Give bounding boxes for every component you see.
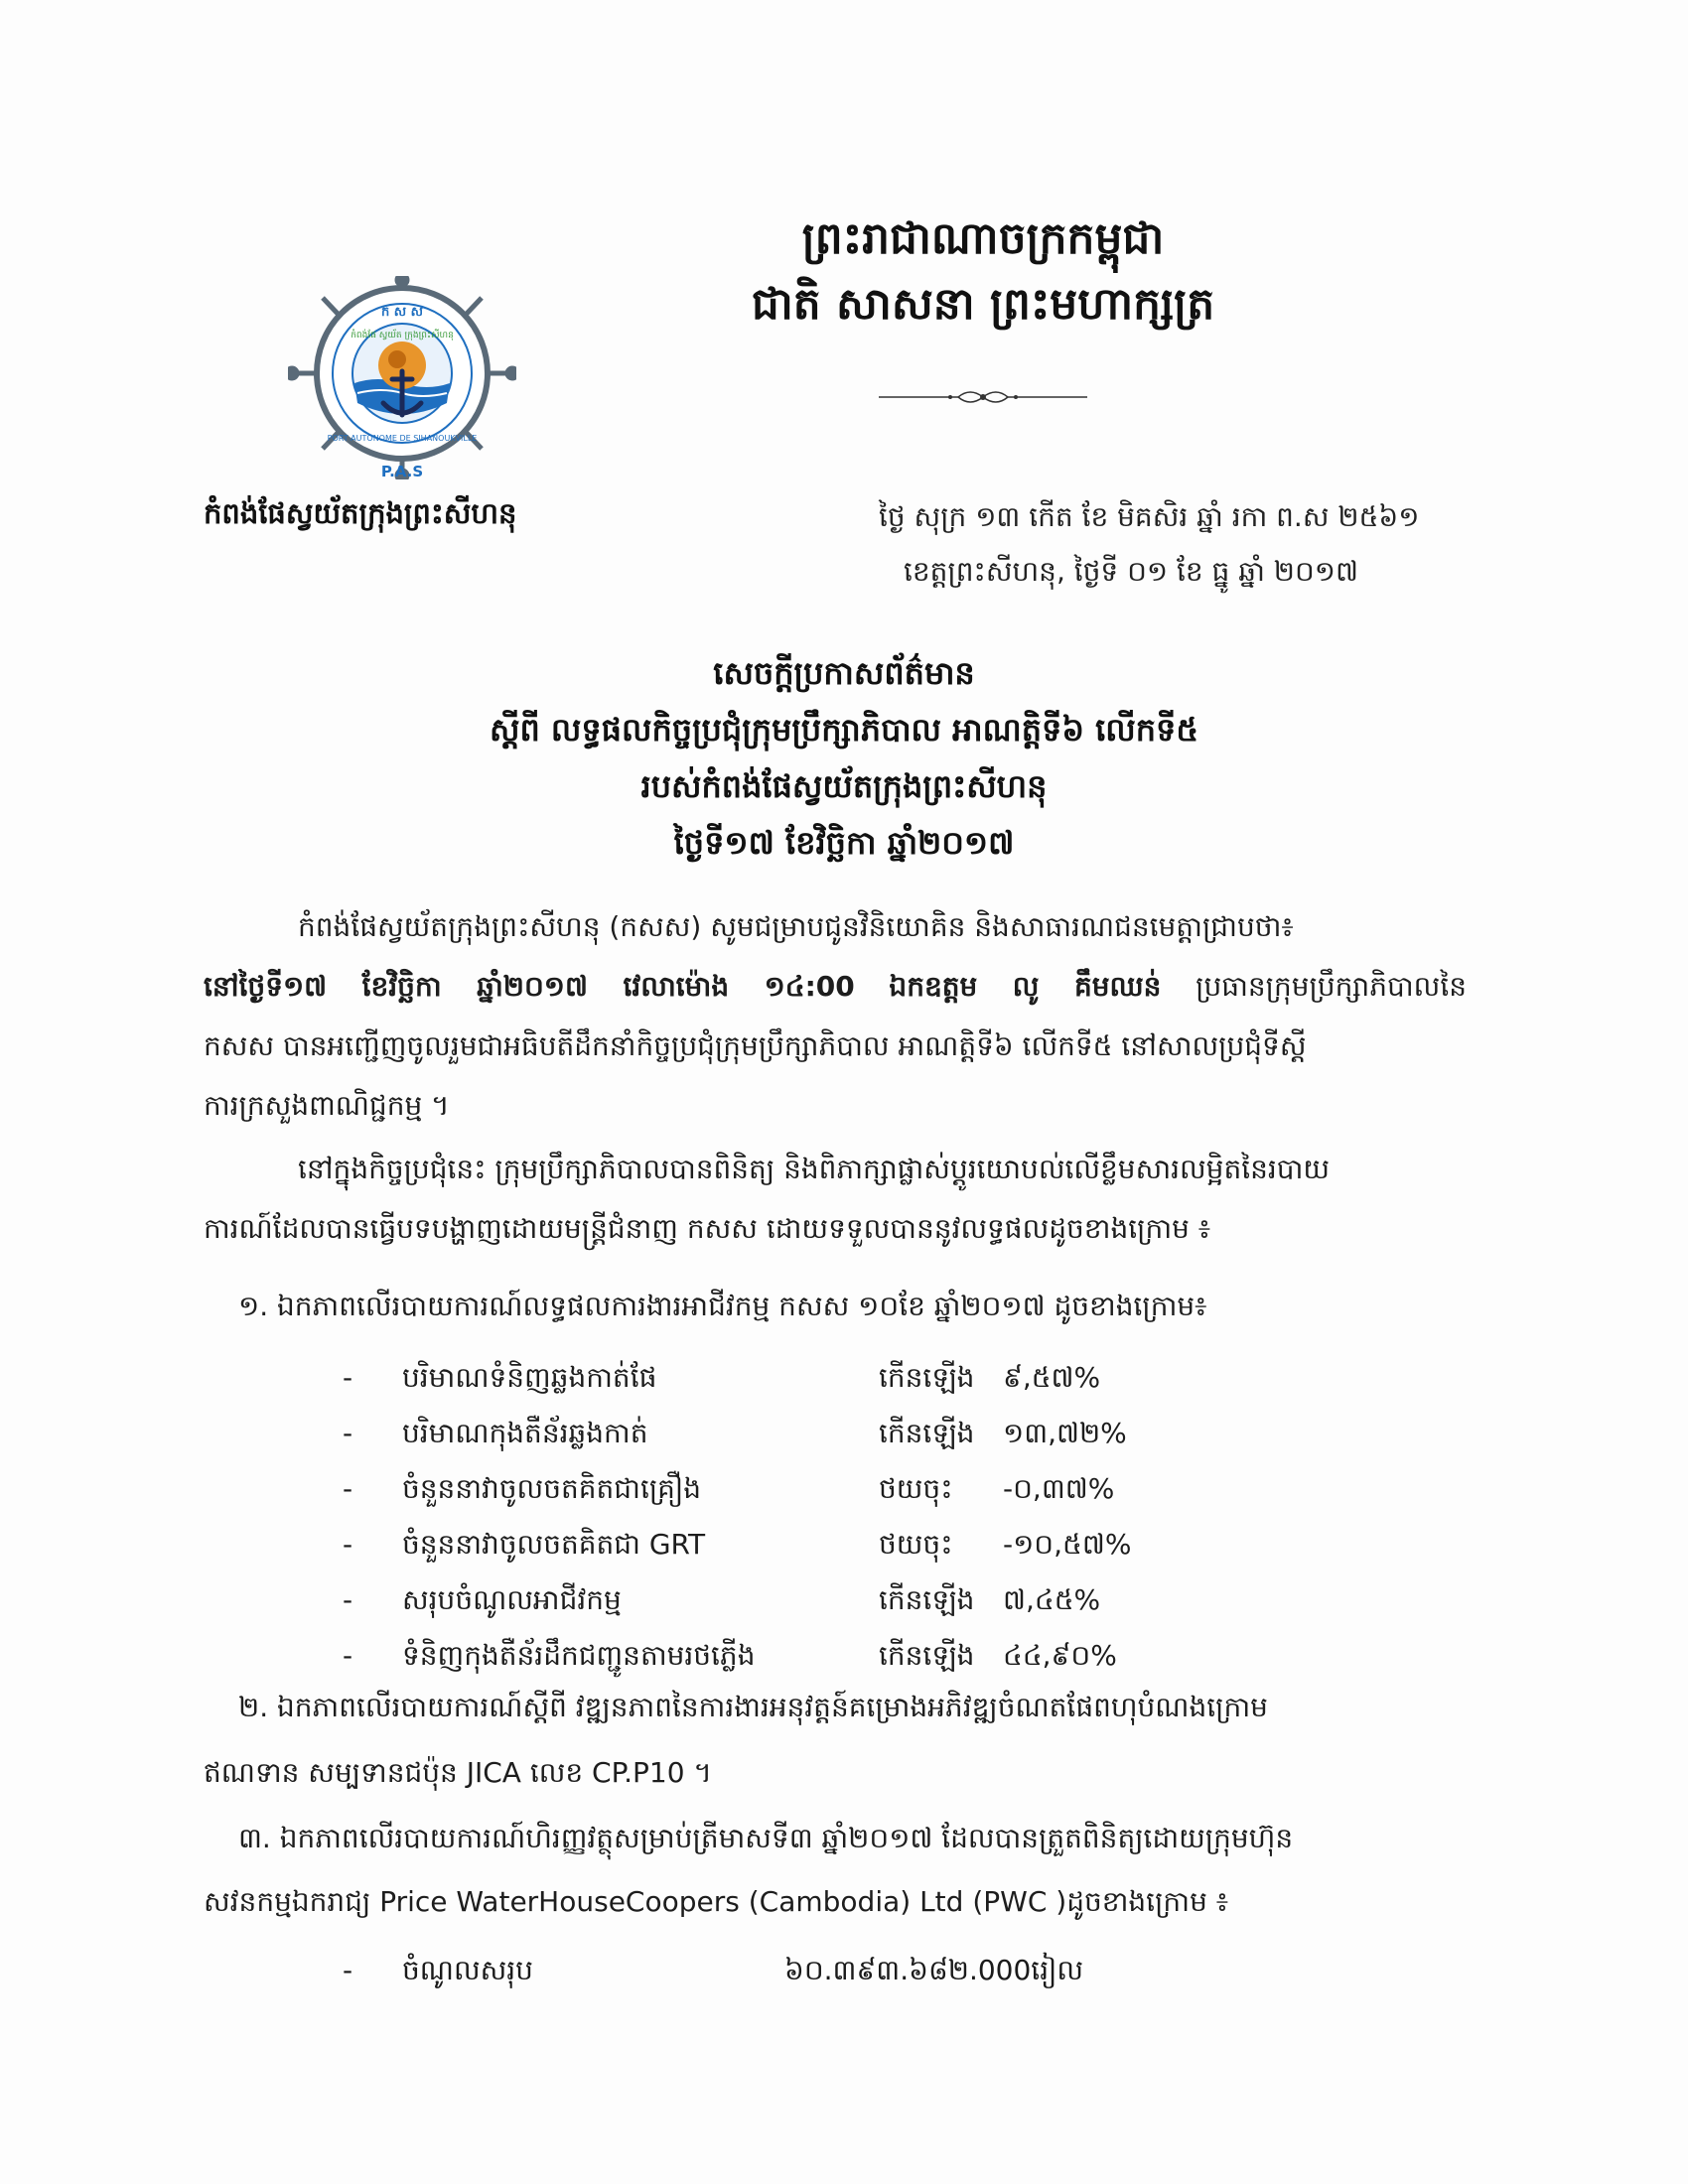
date-solar: ខេត្តព្រះសីហនុ, ថ្ងៃទី ០១ ខែ ធ្នូ ឆ្នាំ ២០១៧ bbox=[904, 555, 1358, 588]
item-1 bbox=[238, 1277, 1501, 1336]
stat-trend: កើនឡើង bbox=[879, 1583, 975, 1616]
kingdom-line-2: ជាតិ សាសនា ព្រះមហាក្សត្រ bbox=[751, 279, 1215, 330]
stat-trend: ថយចុះ bbox=[879, 1528, 953, 1561]
p1-line-1: កំពង់ផែស្វយ័តក្រុងព្រះសីហនុ (កសស) សូមជម្រាបជូនវិនិយោគិន និងសាធារណជនមេត្តាជ្រាបថា៖ bbox=[298, 910, 1294, 943]
item-1-text: ១. ឯកភាពលើរបាយការណ៍លទ្ធផលការងារអាជីវកម្ម កសស ១០ខែ ឆ្នាំ២០១៧ ដូចខាងក្រោម៖ bbox=[238, 1290, 1207, 1322]
item-3-line-1: ៣. ឯកភាពលើរបាយការណ៍ហិរញ្ញវត្ថុសម្រាប់ត្រីមាសទី៣ ឆ្នាំ២០១៧ ដែលបានត្រួតពិនិត្យដោយក្រុមហ៊ុន bbox=[238, 1822, 1294, 1854]
stat-trend: កើនឡើង bbox=[879, 1417, 975, 1449]
logo-bottom-text: P.A.S bbox=[380, 463, 424, 479]
paragraph-2 bbox=[204, 1140, 1467, 1259]
p2-line-1: នៅក្នុងកិច្ចប្រជុំនេះ ក្រុមប្រឹក្សាភិបាលបានពិនិត្យ និងពិភាក្សាផ្លាស់ប្ដូរយោបល់លើខ្លឹមសារលម្អិតនៃរបាយ bbox=[298, 1153, 1331, 1185]
stat-trend: កើនឡើង bbox=[879, 1639, 975, 1672]
stat-label: បរិមាណទំនិញឆ្លងកាត់ផែ bbox=[402, 1361, 657, 1394]
logo-arc-km-text: កំពង់ផែ ស្វយ័ត ក្រុងព្រះសីហនុ bbox=[351, 331, 454, 341]
p1-chairman-role: ប្រធានក្រុមប្រឹក្សាភិបាលនៃ bbox=[1196, 970, 1467, 1003]
title-line-4: ថ្ងៃទី១៧ ខែវិច្ឆិកា ឆ្នាំ២០១៧ bbox=[673, 824, 1015, 862]
stat-label: បរិមាណកុងតឺន័រឆ្លងកាត់ bbox=[402, 1417, 648, 1449]
stat-label: ចំនួននាវាចូលចតគិតជា GRT bbox=[402, 1528, 706, 1561]
list-item: - បរិមាណកុងតឺន័រឆ្លងកាត់ កើនឡើង ១៣,៧២% bbox=[343, 1406, 1236, 1461]
p1-line-4: ការក្រសួងពាណិជ្ជកម្ម ។ bbox=[204, 1089, 450, 1122]
announcement-title bbox=[258, 645, 1430, 872]
stat-trend: កើនឡើង bbox=[879, 1361, 975, 1394]
item-2-line-2: ឥណទាន សម្បទានជប៉ុន JICA លេខ CP.P10 ។ bbox=[204, 1756, 712, 1789]
title-line-3: របស់កំពង់ផែស្វយ័តក្រុងព្រះសីហនុ bbox=[640, 767, 1048, 805]
list-item: - ទំនិញកុងតឺន័រដឹកជញ្ជូនតាមរថភ្លើង កើនឡើង ៤៤,៩០% bbox=[343, 1628, 1236, 1684]
item-2-cont bbox=[204, 1743, 1467, 1803]
kingdom-line-1: ព្រះរាជាណាចក្រកម្ពុជា bbox=[801, 213, 1165, 264]
stat-value: ៧,៤៥% bbox=[1003, 1583, 1101, 1616]
date-lunar: ថ្ងៃ សុក្រ ១៣ កើត ខែ មិគសិរ ឆ្នាំ រកា ព.ស ២៥៦១ bbox=[879, 500, 1420, 533]
total-revenue-value: ៦០.៣៩៣.៦៨២.000រៀល bbox=[784, 1954, 1084, 1986]
p1-meeting-date: នៅថ្ងៃទី១៧ ខែវិច្ឆិកា ឆ្នាំ២០១៧ វេលាម៉ោង ១៤:00 bbox=[204, 970, 855, 1003]
total-revenue-row: - ចំណូលសរុប ៦០.៣៩៣.៦៨២.000រៀល bbox=[343, 1943, 1236, 1998]
item-2-line-1: ២. ឯកភាពលើរបាយការណ៍ស្ដីពី វឌ្ឍនភាពនៃការងារអនុវត្តន៍គម្រោងអភិវឌ្ឍចំណតផែពហុបំណងក្រោម bbox=[238, 1691, 1268, 1723]
list-item: - បរិមាណទំនិញឆ្លងកាត់ផែ កើនឡើង ៩,៥៧% bbox=[343, 1350, 1236, 1406]
organization-name: កំពង់ផែស្វយ័តក្រុងព្រះសីហនុ bbox=[204, 496, 517, 530]
item-3-cont bbox=[204, 1872, 1467, 1932]
stat-value: -០,៣៧% bbox=[1003, 1472, 1115, 1505]
p2-line-2: ការណ៍ដែលបានធ្វើបទបង្ហាញដោយមន្ត្រីជំនាញ កសស ដោយទទួលបាននូវលទ្ធផលដូចខាងក្រោម ៖ bbox=[204, 1212, 1211, 1245]
stat-trend: ថយចុះ bbox=[879, 1472, 953, 1505]
logo-top-text: ក ស ស bbox=[380, 305, 424, 320]
item-2 bbox=[238, 1678, 1467, 1737]
stat-label: សរុបចំណូលអាជីវកម្ម bbox=[402, 1583, 622, 1616]
list-item: - ចំនួននាវាចូលចតគិតជា GRT ថយចុះ -១០,៥៧% bbox=[343, 1517, 1236, 1572]
kingdom-motto bbox=[715, 206, 1251, 338]
title-line-1: សេចក្ដីប្រកាសព័ត៌មាន bbox=[713, 654, 975, 692]
stat-label: ចំនួននាវាចូលចតគិតជាគ្រឿង bbox=[402, 1472, 702, 1505]
title-line-2: ស្ដីពី លទ្ធផលកិច្ចប្រជុំក្រុមប្រឹក្សាភិបាល អាណត្តិទី៦ លើកទី៥ bbox=[489, 711, 1199, 749]
stat-value: ៩,៥៧% bbox=[1003, 1361, 1101, 1394]
p1-line-3: កសស បានអញ្ជើញចូលរួមជាអធិបតីដឹកនាំកិច្ចប្រជុំក្រុមប្រឹក្សាភិបាល អាណត្តិទី៦ លើកទី៥ នៅសាលប្រជុំទីស្ដី bbox=[204, 1029, 1307, 1062]
business-stats-list bbox=[343, 1350, 1236, 1684]
p1-line-2 bbox=[204, 957, 1467, 1017]
item-3-line-2: សវនកម្មឯករាជ្យ Price WaterHouseCoopers (Cambodia) Ltd (PWC )ដូចខាងក្រោម ៖ bbox=[204, 1885, 1229, 1918]
list-item: - ចំនួននាវាចូលចតគិតជាគ្រឿង ថយចុះ -០,៣៧% bbox=[343, 1461, 1236, 1517]
logo-arc-fr-text: PORT AUTONOME DE SIHANOUKVILLE bbox=[327, 434, 478, 443]
item-3 bbox=[238, 1809, 1467, 1868]
p1-chairman-name: ឯកឧត្តម លូ គឹមឈន់ bbox=[889, 970, 1162, 1003]
paragraph-1 bbox=[204, 897, 1467, 1136]
pas-logo bbox=[288, 276, 516, 479]
total-revenue-label: ចំណូលសរុប bbox=[402, 1954, 533, 1986]
stat-value: -១០,៥៧% bbox=[1003, 1528, 1132, 1561]
ornament-divider-icon bbox=[879, 385, 1087, 409]
list-item: - សរុបចំណូលអាជីវកម្ម កើនឡើង ៧,៤៥% bbox=[343, 1572, 1236, 1628]
ship-wheel-logo-icon bbox=[288, 276, 516, 479]
stat-value: ៤៤,៩០% bbox=[1003, 1639, 1117, 1672]
stat-label: ទំនិញកុងតឺន័រដឹកជញ្ជូនតាមរថភ្លើង bbox=[402, 1639, 756, 1672]
stat-value: ១៣,៧២% bbox=[1003, 1417, 1127, 1449]
